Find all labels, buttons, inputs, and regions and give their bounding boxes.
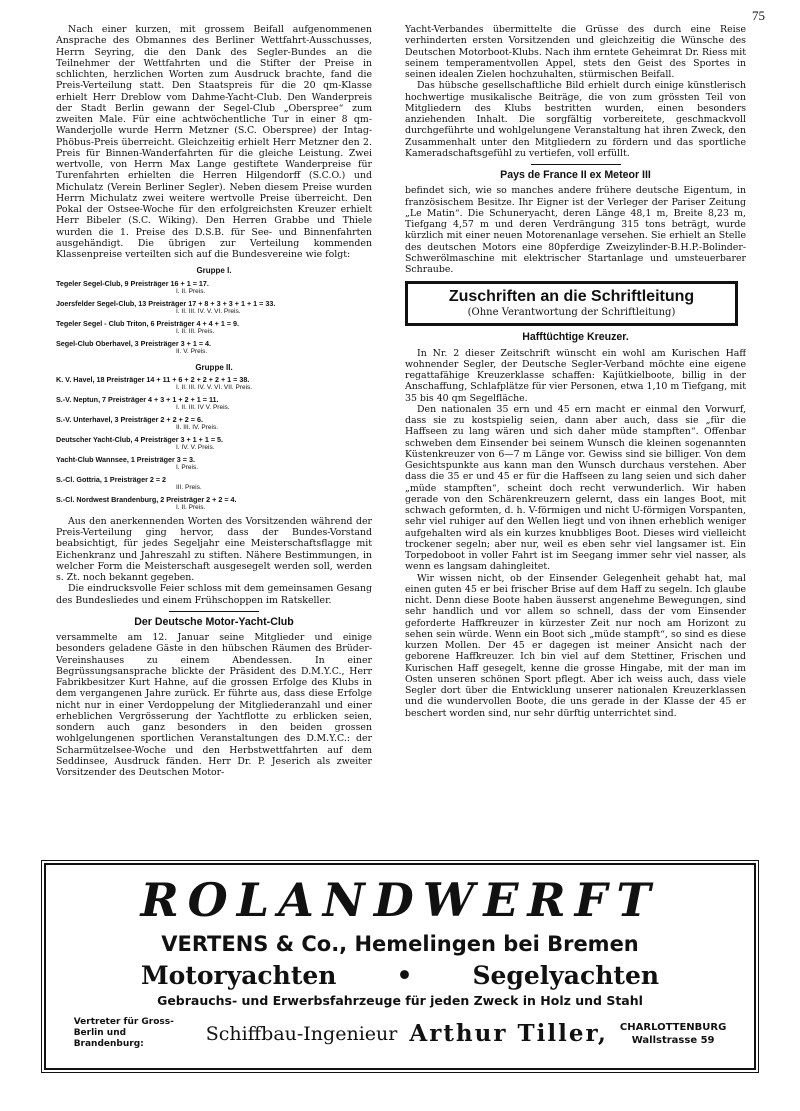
prize-entry-text: Tegeler Segel - Club Triton, 6 Preisträger 4 + 4 + 1 = 9. [56,318,240,328]
ad-address [620,1021,726,1047]
prize-entry-classes: I. II. III. IV V. Preis. [176,404,230,412]
prize-entry [56,340,372,357]
paragraph: Yacht-Verbandes übermittelte die Grüsse des durch eine Reise verhinderten ersten Vorsitzenden und gleichzeitig die Wünsche des Deutschen Motorboot-Klubs. Nach ihm erntete Geheimrat Dr. Riess mit seinem temperamentvollen Appel, stets den Geist des Sportes in seinen idealen Zielen hochzuhalten, stürmischen Beifall. [405,24,746,80]
ad-product: Segelyachten [472,961,660,990]
prize-entry [56,280,372,297]
section-heading: Hafftüchtige Kreuzer. [522,331,629,344]
divider [531,164,621,165]
box-subtitle: (Ohne Verantwortung der Schriftleitung) [467,307,676,319]
prize-entry-text: Yacht-Club Wannsee, 1 Preisträger 3 = 3. [56,454,195,464]
paragraph: Nach einer kurzen, mit grossem Beifall aufgenommenen Ansprache des Obmannes des Berliner Wettfahrt-Ausschusses, Herrn Seyring, die den Dank des Segler-Bundes an die Teilnehmer der Wettfahrten und die Stifter der Preise in schlichten, herzlichen Worten zum Ausdruck brachte, fand die Preis-Verteilung statt. Den Staatspreis für die 20 qm-Klasse erhielt Herr Dreblow vom Dahme-Yacht-Club. Den Wanderpreis der Stadt Berlin gewann der Segel-Club „Oberspree“ zum zweiten Male. Für eine achtwöchentliche Tur in einer 8 qm-Wanderjolle wurde Herrn Metzner (S.C. Oberspree) der Intag-Phöbus-Preis überreicht. Gleichzeitig erhielt Herr Metzner den 2. Preis für Binnen-Wanderfahrten für die gleiche Leistung. Zwei wertvolle, von Herrn Max Lange gestiftete Wanderpreise für Turenfahrten erhielten die Herren Hilgendorff (S.C.O.) und Michulatz (Verein Berliner Segler). Neben diesem Preise wurden Herrn Michulatz zwei weitere wertvolle Preise überreicht. Den Pokal der Ostsee-Woche für den erfolgreichsten Kreuzer erhielt Herr Bibeler (S.C. Wiking). Den Herren Grabbe und Thiele wurden die 1. Preise des D.S.B. für See- und Binnenfahrten ausgehändigt. Die übrigen zur Verteilung kommenden Klassenpreise verteilten sich auf die Bundesvereine wie folgt: [56,24,372,260]
paragraph: Das hübsche gesellschaftliche Bild erhielt durch einige künstlerisch hochwertige musikalische Beiträge, die von zum grössten Teil von Mitgliedern des Klubs bestritten wurden, einen besonders anziehenden Inhalt. Die sorgfältig vorbereitete, geschmackvoll durchgeführte und wohlgelungene Veranstaltung hat ihren Zweck, den Zusammenhalt unter den Mitgliedern zu fördern und das sportliche Kameradschaftsgefühl zu vertiefen, voll erfüllt. [405,80,746,159]
paragraph: In Nr. 2 dieser Zeitschrift wünscht ein wohl am Kurischen Haff wohnender Segler, der Deutsche Segler-Verband möchte eine eigene regattafähige Kreuzerklasse schaffen: Kajütkielboote, billig in der Anschaffung, Schlafplätze für vier Personen, etwa 1,10 m Tiefgang, mit 35 bis 40 qm Segelfläche. [405,347,746,404]
prize-entry-classes: I. IV. V. Preis. [176,444,215,452]
paragraph: versammelte am 12. Januar seine Mitglieder und einige besonders geladene Gäste in den hübschen Räumen des Brüder-Vereinshauses zu einem Abendessen. In einer Begrüssungsansprache blickte der Präsident des D.M.Y.C., Herr Fabrikbesitzer Kurt Hahne, auf die grossen Erfolge des Klubs in dem vergangenen Jahre zurück. Er führte aus, dass diese Erfolge nicht nur in einer Verdoppelung der Mitgliederanzahl und einer erheblichen Vergrösserung der Yachtflotte zu erblicken seien, sondern auch ganz besonders in den beiden grossen wohlgelungenen sportlichen Veranstaltungen des D.M.Y.C.: der Scharmützelsee-Woche und den Herbstwettfahrten auf dem Seddinsee, Ausdruck fänden. Herr Dr. P. Jeserich als zweiter Vorsitzender des Deutschen Motor- [56,632,372,778]
prize-entry-classes: I. II. III. IV. V. VI. Preis. [176,308,241,315]
page-number: 75 [752,8,765,23]
ad-products [46,959,754,993]
box-title: Zuschriften an die Schriftleitung [448,288,695,306]
ad-vertreter: Vertreter für Gross-Berlin und Brandenburg: [73,1017,174,1049]
prize-entry-text: K. V. Havel, 18 Preisträger 14 + 11 + 6 + 2 + 2 + 2 + 1 = 38. [56,374,250,384]
prize-entry-text: Joersfelder Segel-Club, 13 Preisträger 17 + 8 + 3 + 3 + 1 + 1 = 33. [56,298,276,308]
paragraph: Wir wissen nicht, ob der Einsender Gelegenheit gehabt hat, mal einen guten 45 er bei frischer Brise auf dem Haff zu segeln. Ich glaube nicht. Denn diese Boote haben äusserst angenehme Bewegungen, sind sehr handlich und vor allem so schnell, dass der vom Einsender geforderte Haffkreuzer in kürzester Zeit nur noch am Horizont zu sehen sein würde. Wenn ein Boot sich „müde stampft“, so sind es diese kurzen Mollen. Der 45 er dagegen ist meiner Ansicht nach der geborene Haffkreuzer. Ich bin viel auf dem Stettiner, Frischen und Kurischen Haff gesegelt, kenne die grosse Hingabe, mit der man im Osten unseren schönen Sport pflegt. Aber ich weiss auch, dass viele Segler dort über die Entwicklung unserer nationalen Kreuzerklassen und die wundervollen Boote, die uns gerade in der Klasse der 45 er beschert worden sind, nur sehr dürftig unterrichtet sind. [405,572,746,719]
prize-entry-text: S.-V. Unterhavel, 3 Preisträger 2 + 2 + 2 = 6. [56,414,203,424]
prize-entry-text: Tegeler Segel-Club, 9 Preisträger 16 + 1 = 17. [56,278,209,288]
ad-street: Wallstrasse 59 [631,1034,715,1046]
prize-entry-text: S.-Cl. Nordwest Brandenburg, 2 Preisträger 2 + 2 = 4. [56,494,237,504]
prize-entry-text: Segel-Club Oberhavel, 3 Preisträger 3 + 1 = 4. [56,338,212,348]
ad-city: CHARLOTTENBURG [619,1021,727,1033]
prize-entry [56,396,372,413]
prize-entry [56,376,372,393]
group-heading: Gruppe I. [196,266,232,276]
ad-title: Schiffbau-Ingenieur [205,1022,398,1045]
prize-entry-classes: II. V. Preis. [176,348,208,355]
prize-entry-text: S.-V. Neptun, 7 Preisträger 4 + 3 + 1 + 2 + 1 = 11. [56,394,219,404]
prize-entry-text: Deutscher Yacht-Club, 4 Preisträger 3 + 1 + 1 = 5. [56,434,224,444]
prize-entry-classes: I. II. Preis. [176,504,206,512]
section-heading: Pays de France II ex Meteor III [500,169,651,181]
ad-product: Motoryachten [140,961,337,990]
ad-representative [46,1017,754,1050]
prize-entry-text: S.-Cl. Gottria, 1 Preisträger 2 = 2 [56,474,167,484]
prize-entry [56,436,372,453]
paragraph: befindet sich, wie so manches andere frühere deutsche Eigentum, in französischem Besitze. Ihr Eigner ist der Verleger der Pariser Zeitung „Le Matin“. Die Schuneryacht, deren Länge 48,1 m, Breite 8,23 m, Tiefgang 4,57 m und deren Verdrängung 315 tons beträgt, wurde kürzlich mit einer neuen Motorenanlage versehen. Sie erhielt an Stelle des deutschen Motors eine 80pferdige Zweizylinder-B.H.P.-Bolinder-Schwerölmaschine mit elektrischer Startanlage und umsteuerbarer Schraube. [405,185,746,275]
section-box [405,281,738,326]
ad-name: Arthur Tiller, [409,1020,608,1047]
prize-entry-classes: I. Preis. [176,464,199,472]
advertisement [44,863,756,1070]
section-heading: Der Deutsche Motor-Yacht-Club [134,615,294,628]
ad-tagline: Gebrauchs- und Erwerbsfahrzeuge für jeden Zweck in Holz und Stahl [157,993,643,1008]
prize-entry [56,320,372,337]
right-column [405,24,746,850]
prize-entry-classes: I. II. III. Preis. [176,328,215,335]
prize-list-group-1 [56,280,372,357]
prize-list-group-2 [56,376,372,513]
prize-entry [56,300,372,317]
ad-company: VERTENS & Co., Hemelingen bei Bremen [161,932,639,956]
prize-entry-classes: III. Preis. [176,484,202,492]
prize-entry [56,416,372,433]
group-heading: Gruppe II. [195,362,233,372]
prize-entry [56,496,372,513]
paragraph: Die eindrucksvolle Feier schloss mit dem gemeinsamen Gesang des Bundesliedes und einem Frühschoppen im Ratskeller. [56,583,372,606]
prize-entry [56,476,372,493]
left-column [56,24,372,850]
paragraph: Aus den anerkennenden Worten des Vorsitzenden während der Preis-Verteilung ging hervor, dass der Bundes-Vorstand beabsichtigt, für jedes Segeljahr eine Meisterschaftsflagge mit Eichenkranz und Jahreszahl zu stiften. Nähere Bestimmungen, in welcher Form die Meisterschaft ausgesegelt werden soll, werden s. Zt. noch bekannt gegeben. [56,515,372,583]
prize-entry-classes: II. III. IV. Preis. [176,424,219,432]
ad-brand: ROLANDWERFT [140,873,660,927]
prize-entry [56,456,372,473]
paragraph: Den nationalen 35 ern und 45 ern macht er einmal den Vorwurf, dass sie zu kostspielig seien, dann aber auch, dass sie „für die Haffseen zu lang wären und sich daher müde stampften“. Offenbar schweben dem Einsender bei seinem Wunsch die kleinen sogenannten Küstenkreuzer von 6—7 m Länge vor. Gewiss sind sie billiger. Von dem Gesichtspunkte aus kann man den Wunsch durchaus verstehen. Aber dass die 35 er und 45 er für die Haffseen zu lang seien und sich daher „müde stampften“, scheint doch recht verwunderlich. Wir haben gerade von den Schärenkreuzern gelernt, dass ein langes Boot, mit schwach geformten, d. h. V-förmigen und nicht U-förmigen Vorspanten, sehr viel ruhiger auf den Wellen liegt und von ihnen erheblich weniger aufgehalten wird als ein kurzes knubbliges Boot. Dieses wird vielleicht trockener segeln; aber nur, weil es eben sehr viel langsamer ist. Ein Torpedoboot in voller Fahrt ist im Seegang immer sehr viel nasser, als wenn es langsam dahingleitet. [405,403,746,573]
prize-entry-classes: I. II. Preis. [176,288,206,295]
ad-bullet: • [396,961,413,990]
prize-entry-classes: I. II. III. IV. V. VI. VII. Preis. [176,384,253,392]
divider [169,611,259,612]
